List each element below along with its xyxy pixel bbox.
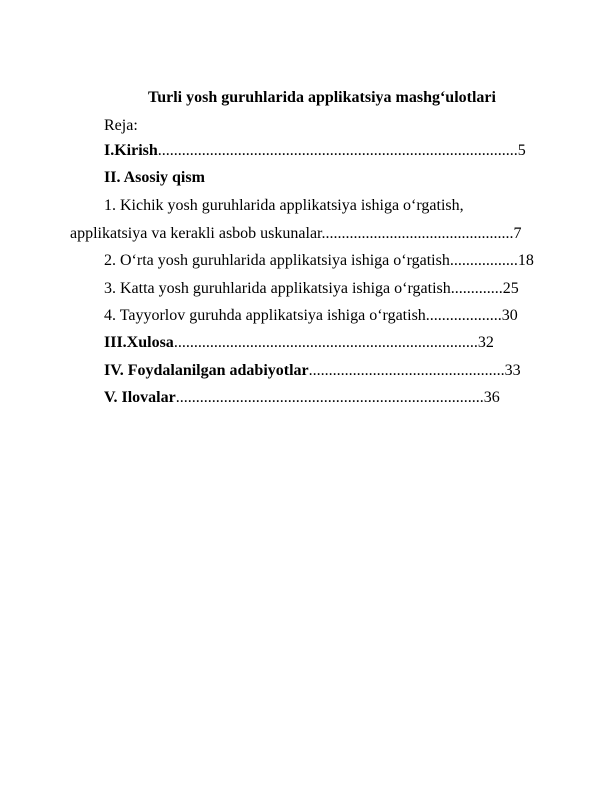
toc-entry-2 xyxy=(104,251,534,271)
toc-entry-1-line2 xyxy=(70,224,521,244)
toc-entry-label: IV. Foydalanilgan adabiyotlar xyxy=(104,362,309,379)
toc-entry-1-line1: 1. Kichik yosh guruhlarida applikatsiya ishiga o‘rgatish, xyxy=(104,197,464,214)
toc-page-number: 18 xyxy=(517,252,534,269)
toc-entry-label: III.Xulosa xyxy=(104,334,174,351)
toc-leader-dots: ................... xyxy=(425,307,502,324)
toc-page-number: 32 xyxy=(477,334,494,351)
plan-label: Reja: xyxy=(104,117,138,134)
toc-entry-label: applikatsiya va kerakli asbob uskunalar xyxy=(70,225,322,242)
toc-page-number: 25 xyxy=(502,280,519,297)
toc-leader-dots: ............................................................................ xyxy=(173,334,478,351)
toc-entry-4 xyxy=(104,306,518,326)
toc-entry-label: 4. Tayyorlov guruhda applikatsiya ishiga o‘rgatish xyxy=(104,307,426,324)
toc-leader-dots: ................................................. xyxy=(308,362,505,379)
toc-entry-label: I.Kirish xyxy=(104,142,158,159)
toc-leader-dots: ................. xyxy=(449,252,518,269)
toc-leader-dots: ................................................ xyxy=(321,225,514,242)
toc-page-number: 36 xyxy=(483,389,500,406)
toc-entry-ilovalar xyxy=(104,388,500,408)
toc-entry-kirish xyxy=(104,141,526,161)
document-title: Turli yosh guruhlarida applikatsiya mashg‘ulotlari xyxy=(148,89,496,106)
toc-leader-dots: ............. xyxy=(450,280,503,297)
toc-section-heading: II. Asosiy qism xyxy=(104,169,205,186)
toc-page-number: 33 xyxy=(504,362,521,379)
toc-entry-3 xyxy=(104,279,519,299)
toc-entry-xulosa xyxy=(104,333,494,353)
toc-entry-adabiyotlar xyxy=(104,361,521,381)
toc-entry-label: 3. Katta yosh guruhlarida applikatsiya ishiga o‘rgatish xyxy=(104,280,451,297)
toc-page-number: 5 xyxy=(517,142,526,159)
toc-leader-dots: ............................................................................. xyxy=(175,389,484,406)
toc-entry-label: V. Ilovalar xyxy=(104,389,176,406)
toc-entry-label: 2. O‘rta yosh guruhlarida applikatsiya ishiga o‘rgatish xyxy=(104,252,450,269)
toc-leader-dots: .......................................................................................... xyxy=(157,142,518,159)
toc-page-number: 30 xyxy=(501,307,518,324)
toc-page-number: 7 xyxy=(513,225,522,242)
